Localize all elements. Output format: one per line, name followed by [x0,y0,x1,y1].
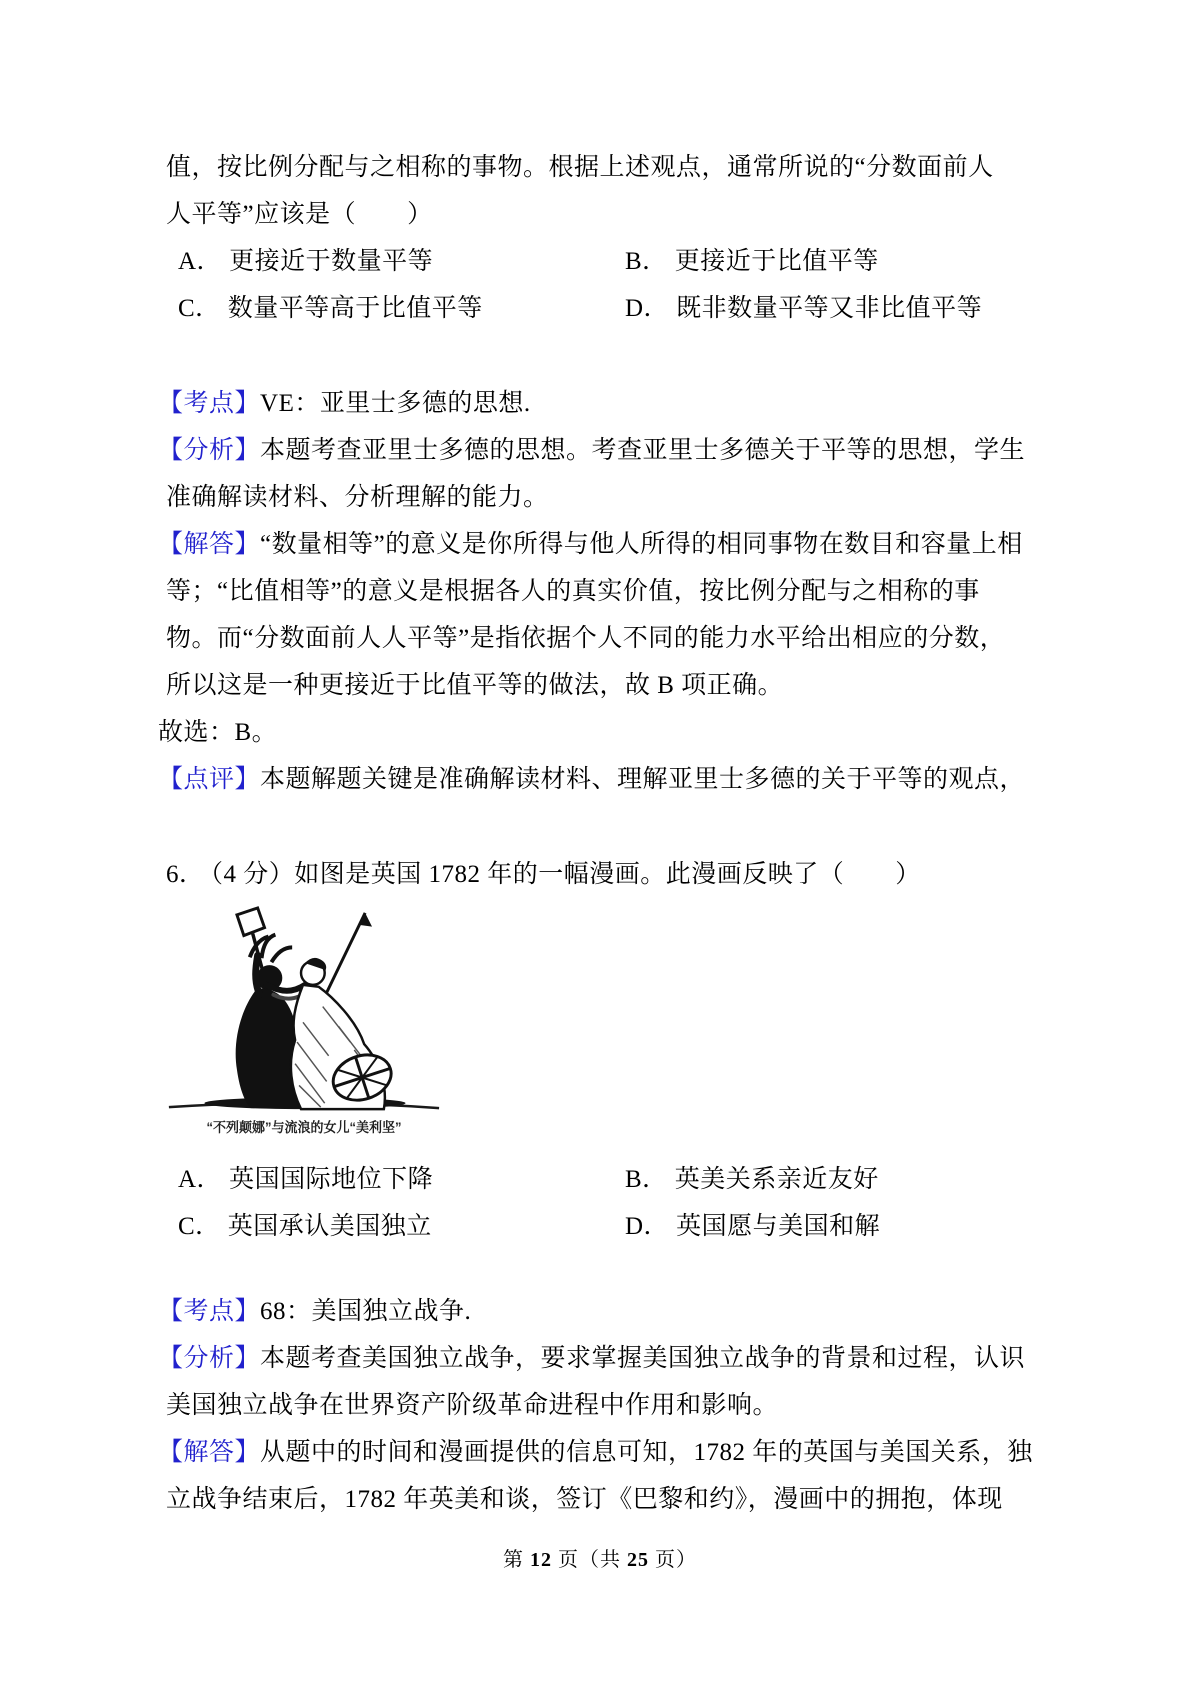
q5-option-a-label: A． [178,248,223,275]
footer-total-pages: 25 [627,1549,649,1571]
q6-figure-caption: “不列颠娜”与流浪的女儿“美利坚” [206,1119,402,1136]
q6-fenxi [158,1335,1032,1382]
q5-kaodian [158,380,1032,427]
q5-question-line-1: 值，按比例分配与之相称的事物。根据上述观点，通常所说的“分数面前人 [166,154,994,181]
q5-question-line-2: 人平等”应该是（ ） [166,201,433,228]
q5-option-d-label: D． [625,295,670,322]
q6-jieda-line-2: 立战争结束后，1782 年英美和谈，签订《巴黎和约》，漫画中的拥抱，体现 [166,1486,1003,1513]
q6-jieda-line-1: 从题中的时间和漫画提供的信息可知，1782 年的英国与美国关系，独 [260,1439,1033,1466]
q6-option-d-text: 英国愿与美国和解 [676,1213,881,1240]
footer-middle: 页（共 [552,1549,627,1571]
q6-question-text: （4 分）如图是英国 1782 年的一幅漫画。此漫画反映了（ ） [210,861,921,888]
q6-option-c-text: 英国承认美国独立 [227,1213,432,1240]
q6-fenxi-line-1: 本题考查美国独立战争，要求掌握美国独立战争的背景和过程，认识 [260,1345,1026,1372]
q5-jieda-line-1: “数量相等”的意义是你所得与他人所得的相同事物在数目和容量上相 [260,531,1023,558]
q5-option-a-text: 更接近于数量平等 [229,248,434,275]
q5-answer: 故选：B。 [158,719,278,746]
q5-fenxi-line-2: 准确解读材料、分析理解的能力。 [166,484,549,511]
q6-option-a-label: A． [178,1166,223,1193]
jieda-label: 【解答】 [158,531,261,558]
footer-prefix: 第 [503,1549,530,1571]
q5-kaodian-text: VE：亚里士多德的思想. [260,390,531,417]
q6-option-b-label: B． [625,1166,668,1193]
q6-figure [154,904,454,1140]
fenxi-label: 【分析】 [158,1345,261,1372]
q5-option-c [178,295,483,322]
q5-option-c-label: C． [178,295,221,322]
q5-jieda [158,521,1032,568]
q6-number: 6． [166,861,205,888]
q6-option-b [625,1156,879,1203]
q5-dianping [158,756,1032,803]
q5-fenxi [158,427,1032,474]
q6-options-row-1 [158,1156,1032,1203]
q5-option-b-text: 更接近于比值平等 [674,248,879,275]
footer-suffix: 页） [649,1549,697,1571]
q6-options-row-2 [158,1203,1032,1250]
q5-option-d [625,285,982,332]
q5-options-row-2 [158,285,1032,332]
q6-option-d [625,1203,880,1250]
q6-option-d-label: D． [625,1213,670,1240]
q5-options-row-1 [158,238,1032,285]
kaodian-label: 【考点】 [158,390,261,417]
page-footer [0,1543,1200,1577]
q6-option-c-label: C． [178,1213,221,1240]
q5-option-c-text: 数量平等高于比值平等 [227,295,483,322]
q6-kaodian [158,1288,1032,1335]
q5-jieda-line-3: 物。而“分数面前人人平等”是指依据个人不同的能力水平给出相应的分数， [166,625,1006,652]
q6-option-b-text: 英美关系亲近友好 [674,1166,879,1193]
q5-option-b [625,238,879,285]
q6-option-c [178,1213,432,1240]
kaodian-label: 【考点】 [158,1298,261,1325]
q6-option-a-text: 英国国际地位下降 [229,1166,434,1193]
q6-option-a [178,1166,433,1193]
q6-kaodian-text: 68：美国独立战争. [260,1298,472,1325]
q5-jieda-line-4: 所以这是一种更接近于比值平等的做法，故 B 项正确。 [166,672,784,699]
q5-option-a [178,248,433,275]
q5-option-b-label: B． [625,248,668,275]
reconciliation-cartoon-figure [154,904,452,1116]
jieda-label: 【解答】 [158,1439,261,1466]
q6-jieda [158,1429,1032,1476]
q5-jieda-line-2: 等；“比值相等”的意义是根据各人的真实价值，按比例分配与之相称的事 [166,578,980,605]
q6-fenxi-line-2: 美国独立战争在世界资产阶级革命进程中作用和影响。 [166,1392,779,1419]
footer-page-number: 12 [530,1549,552,1571]
q5-option-d-text: 既非数量平等又非比值平等 [676,295,983,322]
fenxi-label: 【分析】 [158,437,261,464]
q6-question [158,851,1032,898]
q5-dianping-text: 本题解题关键是准确解读材料、理解亚里士多德的关于平等的观点， [260,766,1026,793]
q5-fenxi-line-1: 本题考查亚里士多德的思想。考查亚里士多德关于平等的思想，学生 [260,437,1026,464]
dianping-label: 【点评】 [158,766,261,793]
